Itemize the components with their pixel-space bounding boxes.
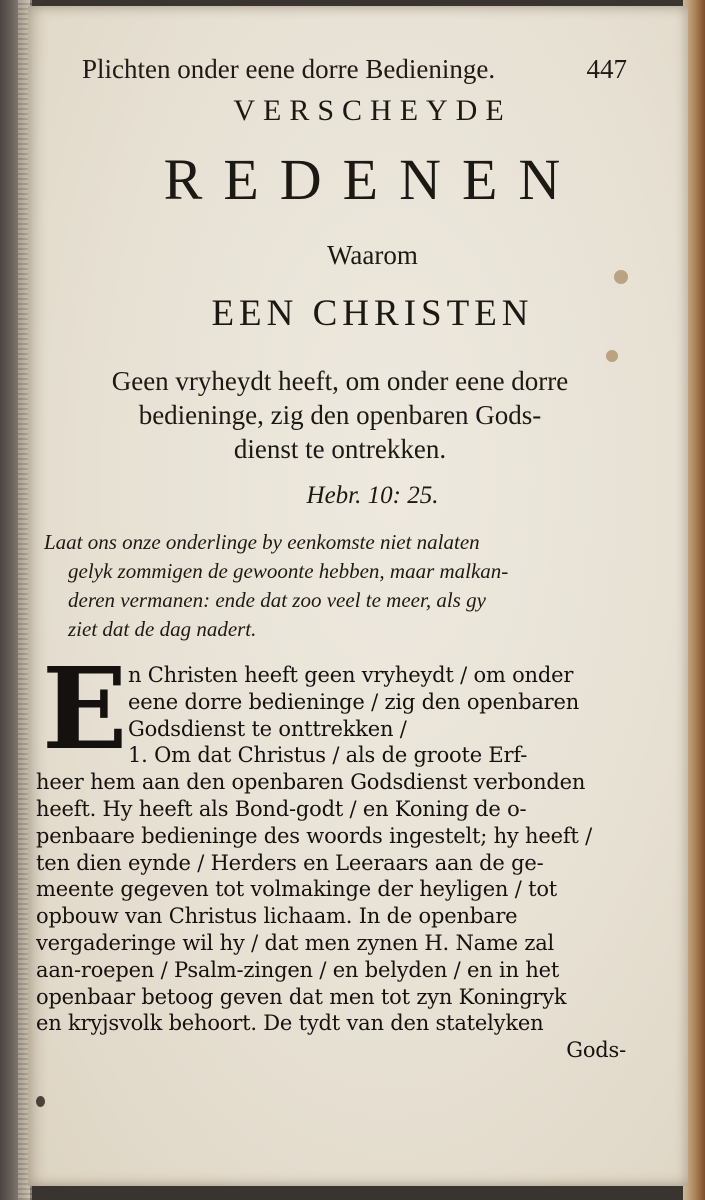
title-line-2: REDENEN [163, 147, 582, 212]
page-number: 447 [586, 54, 627, 84]
body-line: heer hem aan den openbaren Godsdienst verbonden [36, 770, 586, 795]
subtitle-line: bedieninge, zig den openbaren Gods- [138, 400, 542, 430]
foxing-stain [614, 270, 628, 284]
body-line: n Christen heeft geen vryheydt / om onder [128, 663, 574, 687]
scripture-quote [44, 528, 634, 644]
title-line-3: Waarom [327, 240, 418, 270]
subtitle-line: Geen vryheydt heeft, om onder eene dorre [111, 366, 569, 396]
body-line: en kryjsvolk behoort. De tydt van den statelyken [36, 1011, 544, 1036]
body-line: aan-roepen / Psalm-zingen / en belyden / en in het [36, 957, 560, 982]
scripture-reference: Hebr. 10: 25. [306, 482, 439, 509]
body-line: vergaderinge wil hy / dat men zynen H. Name zal [36, 930, 555, 955]
catchword: Gods- [566, 1038, 626, 1063]
body-line: openbaar betoog geven dat men tot zyn Koningryk [36, 984, 567, 1009]
body-line: heeft. Hy heeft als Bond-godt / en Koning de o- [36, 796, 527, 821]
body-text [36, 644, 632, 1064]
subtitle [45, 364, 635, 466]
quote-line: gelyk zommigen de gewoonte hebben, maar malkan- [68, 559, 509, 583]
body-line: ten dien eynde / Herders en Leeraars aan de ge- [36, 850, 544, 875]
running-head-title: Plichten onder eene dorre Bedieninge. [82, 54, 496, 84]
quote-line: ziet dat de dag nadert. [68, 617, 257, 641]
body-line: eene dorre bedieninge / zig den openbaren [128, 689, 580, 714]
running-header [82, 52, 627, 92]
body-line: penbaare bedieninge des woords ingestelt; hy heeft / [36, 823, 592, 848]
subtitle-line: dienst te ontrekken. [233, 434, 447, 464]
foxing-stain [36, 1096, 45, 1107]
drop-cap: E [42, 644, 128, 775]
foxing-stain [606, 350, 618, 362]
body-line: meente gegeven tot volmakinge der heyligen / tot [36, 877, 558, 902]
body-line: opbouw van Christus lichaam. In de openbare [36, 904, 518, 929]
body-line: 1. Om dat Christus / als de groote Erf- [128, 743, 528, 768]
quote-line: deren vermanen: ende dat zoo veel te meer, als gy [68, 588, 486, 612]
body-line: Godsdienst te onttrekken / [128, 716, 407, 741]
title-line-1: VERSCHEYDE [233, 94, 512, 127]
quote-line: Laat ons onze onderlinge by eenkomste niet nalaten [44, 530, 480, 554]
title-line-4: EEN CHRISTEN [211, 293, 534, 334]
